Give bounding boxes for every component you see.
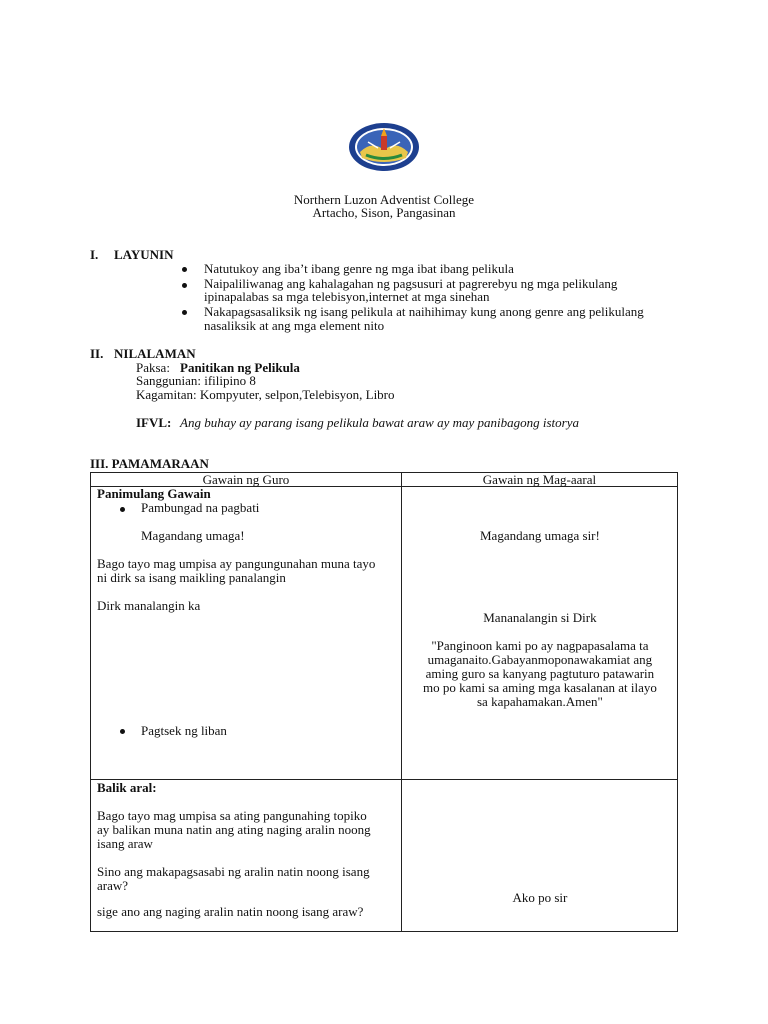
header-student: Gawain ng Mag-aaral (401, 473, 677, 487)
paksa-value: Panitikan ng Pelikula (180, 360, 300, 375)
table-row (91, 780, 678, 932)
student-response: Ako po sir (512, 890, 568, 905)
bullet-icon (120, 507, 125, 512)
bullet-icon (182, 310, 187, 315)
balik-aral-heading: Balik aral: (97, 780, 157, 795)
prayer-line: mo po kami sa aming mga kasalanan at ilayo (422, 680, 657, 695)
prayer-intro-line: ni dirk sa isang maikling panalangin (97, 570, 286, 585)
ifvl-label: IFVL: (136, 415, 172, 430)
section-numeral-1: I. (90, 247, 99, 262)
objective-item: Nakapagsasaliksik ng isang pelikula at naihihimay kung anong genre ang pelikulang (204, 304, 644, 319)
table-row (91, 487, 678, 780)
section-title-nilalaman: NILALAMAN (114, 346, 196, 361)
prayer-line: umaganaito.Gabayanmoponawakamiat ang (427, 652, 653, 667)
balik-aral-line: sige ano ang naging aralin natin noong isang araw? (97, 904, 364, 919)
objective-item: Naipaliliwanag ang kahalagahan ng pagsusuri at pagrerebyu ng mga pelikulang (204, 276, 618, 291)
ifvl-value: Ang buhay ay parang isang pelikula bawat araw ay may panibagong istorya (180, 415, 580, 430)
college-seal-logo (348, 122, 420, 172)
objective-item-continuation: ipinapalabas sa mga telebisyon,internet at mga sinehan (204, 289, 490, 304)
objective-item: Natutukoy ang iba’t ibang genre ng mga ibat ibang pelikula (204, 261, 514, 276)
teacher-cell-balik-aral (91, 780, 402, 932)
prayer-intro-line: Bago tayo mag umpisa ay pangungunahan muna tayo (97, 556, 376, 571)
student-greeting: Magandang umaga sir! (479, 528, 600, 543)
dirk-prompt: Dirk manalangin ka (97, 598, 201, 613)
bullet-icon (182, 283, 187, 288)
bullet-pagtsek: Pagtsek ng liban (141, 723, 227, 738)
bullet-pagbati: Pambungad na pagbati (141, 500, 260, 515)
bullet-icon (120, 729, 125, 734)
section-numeral-2: II. (90, 346, 104, 361)
student-cell-panimula (401, 487, 677, 780)
section-title-pamamaraan: III. PAMAMARAAN (90, 456, 209, 471)
kagamitan: Kagamitan: Kompyuter, selpon,Telebisyon, Libro (136, 387, 395, 402)
paksa-label: Paksa: (136, 360, 170, 375)
prayer-line: sa kapahamakan.Amen" (476, 694, 603, 709)
student-cell-balik-aral (401, 780, 677, 932)
lesson-plan-table (90, 472, 678, 932)
prayer-line: aming guro sa kanyang pagtuturo patawarin (425, 666, 655, 681)
table-header-row (91, 473, 678, 487)
teacher-cell-panimula (91, 487, 402, 780)
school-address: Artacho, Sison, Pangasinan (312, 205, 456, 220)
objective-item-continuation: nasaliksik at ang mga element nito (204, 318, 385, 333)
bullet-icon (182, 267, 187, 272)
header-teacher: Gawain ng Guro (91, 473, 402, 487)
teacher-greeting: Magandang umaga! (141, 528, 245, 543)
balik-aral-line: isang araw (97, 836, 153, 851)
balik-aral-line: Sino ang makapagsasabi ng aralin natin noong isang (97, 864, 370, 879)
section-title-layunin: LAYUNIN (114, 247, 174, 262)
prayer-line: "Panginoon kami po ay nagpapasalama ta (431, 638, 649, 653)
student-prayer-label: Mananalangin si Dirk (483, 610, 597, 625)
sanggunian: Sanggunian: ifilipino 8 (136, 373, 256, 388)
school-name: Northern Luzon Adventist College (293, 192, 475, 207)
balik-aral-line: ay balikan muna natin ang ating naging aralin noong (97, 822, 371, 837)
balik-aral-line: araw? (97, 878, 129, 893)
balik-aral-line: Bago tayo mag umpisa sa ating pangunahing topiko (97, 808, 367, 823)
panimula-heading: Panimulang Gawain (97, 486, 211, 501)
